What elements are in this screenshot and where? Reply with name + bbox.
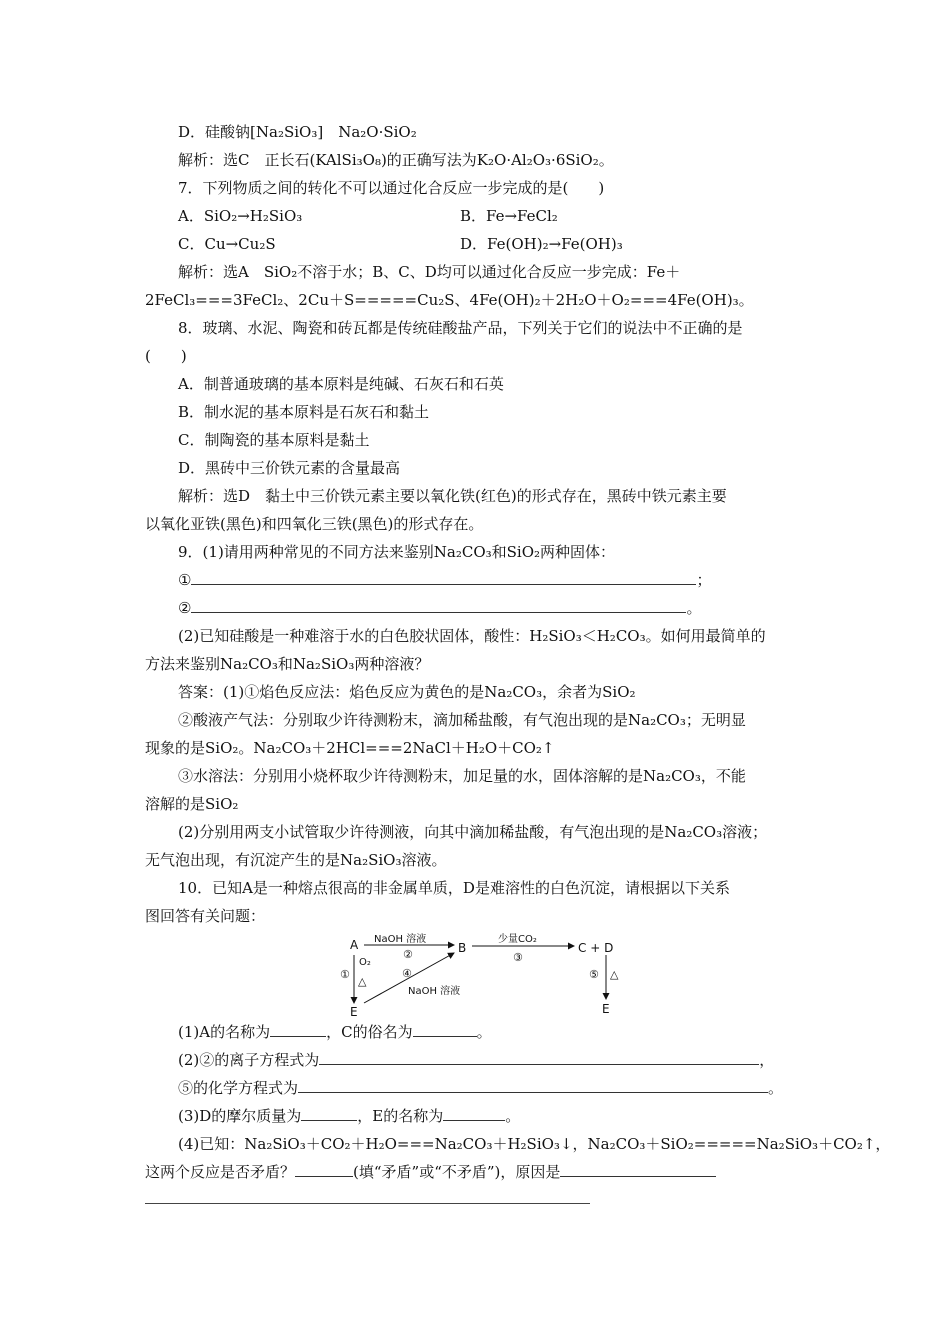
label-co2: 少量CO₂ <box>498 934 537 945</box>
q9-part2-2: 方法来鉴别Na₂CO₃和Na₂SiO₃两种溶液？ <box>145 655 430 673</box>
q10-part3-end: 。 <box>768 1079 784 1097</box>
label-step-5: ⑤ <box>589 968 599 981</box>
q8-stem-1: 8．玻璃、水泥、陶瓷和砖瓦都是传统硅酸盐产品，下列关于它们的说法中不正确的是 <box>178 319 743 337</box>
q10-part4-a: (3)D的摩尔质量为 <box>178 1107 302 1125</box>
q9-answer-4a: (2)分别用两支小试管取少许待测液，向其中滴加稀盐酸，有气泡出现的是Na₂CO₃溶液； <box>178 823 768 841</box>
node-cd: C + D <box>578 941 614 955</box>
q7-option-c: C．Cu→Cu₂S <box>178 235 276 253</box>
q9-answer-3b: 溶解的是SiO₂ <box>145 795 239 813</box>
q8-option-d: D．黑砖中三价铁元素的含量最高 <box>178 459 401 477</box>
q9-blank-2-end: 。 <box>686 599 702 617</box>
reaction-diagram <box>340 933 640 1018</box>
blank-ionic-equation[interactable] <box>319 1050 759 1065</box>
q6-option-d: D．硅酸钠[Na₂SiO₃] Na₂O·SiO₂ <box>178 123 417 141</box>
q10-part6-row <box>145 1161 716 1183</box>
blank-a-name[interactable] <box>270 1022 326 1037</box>
q8-explanation-2: 以氧化亚铁(黑色)和四氧化三铁(黑色)的形式存在。 <box>145 515 484 533</box>
answer-line[interactable] <box>145 1203 590 1204</box>
q10-part1-b: ，C的俗名为 <box>326 1023 413 1041</box>
q10-part3-a: ⑤的化学方程式为 <box>178 1079 299 1097</box>
blank-chemical-equation[interactable] <box>298 1078 768 1093</box>
label-step-1: ① <box>340 968 350 981</box>
node-e-left: E <box>350 1005 358 1018</box>
q8-explanation-1: 解析：选D 黏土中三价铁元素主要以氧化铁(红色)的形式存在，黑砖中铁元素主要 <box>178 487 727 505</box>
q10-stem-2: 图回答有关问题： <box>145 907 266 925</box>
label-delta-2: △ <box>610 968 619 981</box>
q10-part1-a: (1)A的名称为 <box>178 1023 271 1041</box>
q7-stem: 7．下列物质之间的转化不可以通过化合反应一步完成的是( ) <box>178 179 605 197</box>
q10-part6-b: (填“矛盾”或“不矛盾”)，原因是 <box>353 1163 561 1181</box>
node-a: A <box>350 938 359 952</box>
q8-stem-2: ( ) <box>145 347 187 365</box>
q9-answer-4b: 无气泡出现，有沉淀产生的是Na₂SiO₃溶液。 <box>145 851 447 869</box>
q9-blank-1-label: ① <box>178 571 192 589</box>
q9-blank-1[interactable] <box>191 570 696 585</box>
q9-part2-1: (2)已知硅酸是一种难溶于水的白色胶状固体，酸性：H₂SiO₃＜H₂CO₃。如何用最简单的 <box>178 627 766 645</box>
q10-part4-c: 。 <box>505 1107 521 1125</box>
label-step-2: ② <box>403 948 413 961</box>
blank-c-common-name[interactable] <box>413 1022 477 1037</box>
q9-blank-2-label: ② <box>178 599 192 617</box>
q10-part1-c: 。 <box>476 1023 492 1041</box>
q10-part4-row <box>178 1105 520 1127</box>
q9-answer-2a: ②酸液产气法：分别取少许待测粉末，滴加稀盐酸，有气泡出现的是Na₂CO₃；无明显 <box>178 711 746 729</box>
q7-option-a: A．SiO₂→H₂SiO₃ <box>178 207 303 225</box>
q10-part5: (4)已知：Na₂SiO₃＋CO₂＋H₂O===Na₂CO₃＋H₂SiO₃↓，Na₂CO₃＋SiO₂=====Na₂SiO₃＋CO₂↑， <box>178 1135 891 1153</box>
q10-part2-row <box>178 1049 774 1071</box>
q7-explanation-1: 解析：选A SiO₂不溶于水；B、C、D均可以通过化合反应一步完成：Fe＋ <box>178 263 681 281</box>
q9-blank-1-row <box>178 569 711 591</box>
q9-blank-1-end: ； <box>696 571 712 589</box>
q10-part1-row <box>178 1021 492 1043</box>
blank-molar-mass[interactable] <box>301 1106 357 1121</box>
node-e-right: E <box>602 1002 610 1016</box>
label-o2: O₂ <box>359 957 371 968</box>
q8-option-a: A．制普通玻璃的基本原料是纯碱、石灰石和石英 <box>178 375 504 393</box>
node-b: B <box>458 941 467 955</box>
q7-option-d: D．Fe(OH)₂→Fe(OH)₃ <box>460 235 623 253</box>
blank-reason[interactable] <box>560 1162 716 1177</box>
q8-option-b: B．制水泥的基本原料是石灰石和黏土 <box>178 403 430 421</box>
q10-stem-1: 10．已知A是一种熔点很高的非金属单质，D是难溶性的白色沉淀，请根据以下关系 <box>178 879 730 897</box>
q10-part3-row <box>178 1077 783 1099</box>
blank-contradiction[interactable] <box>295 1162 353 1177</box>
q6-explanation: 解析：选C 正长石(KAlSi₃O₈)的正确写法为K₂O·Al₂O₃·6SiO₂。 <box>178 151 614 169</box>
q9-answer-3a: ③水溶法：分别用小烧杯取少许待测粉末，加足量的水，固体溶解的是Na₂CO₃，不能 <box>178 767 746 785</box>
q10-part4-b: ，E的名称为 <box>357 1107 444 1125</box>
label-naoh-top: NaOH 溶液 <box>374 934 427 945</box>
q10-part6-a: 这两个反应是否矛盾？ <box>145 1163 296 1181</box>
q9-answer-1: 答案：(1)①焰色反应法：焰色反应为黄色的是Na₂CO₃，余者为SiO₂ <box>178 683 636 701</box>
q9-stem-1: 9．(1)请用两种常见的不同方法来鉴别Na₂CO₃和SiO₂两种固体： <box>178 543 616 561</box>
label-delta-1: △ <box>358 975 367 988</box>
q7-explanation-2: 2FeCl₃===3FeCl₂、2Cu＋S=====Cu₂S、4Fe(OH)₂＋2H₂O＋O₂===4Fe(OH)₃。 <box>145 291 754 309</box>
q10-part2-a: (2)②的离子方程式为 <box>178 1051 320 1069</box>
q10-part2-end: ， <box>759 1051 775 1069</box>
q9-answer-2b: 现象的是SiO₂。Na₂CO₃＋2HCl===2NaCl＋H₂O＋CO₂↑ <box>145 739 555 757</box>
label-step-3: ③ <box>513 951 523 964</box>
q9-blank-2[interactable] <box>191 598 686 613</box>
q7-option-b: B．Fe→FeCl₂ <box>460 207 558 225</box>
blank-e-name[interactable] <box>443 1106 505 1121</box>
label-step-4: ④ <box>402 967 412 980</box>
label-naoh-bottom: NaOH 溶液 <box>408 986 461 997</box>
q8-option-c: C．制陶瓷的基本原料是黏土 <box>178 431 370 449</box>
q9-blank-2-row <box>178 597 701 619</box>
